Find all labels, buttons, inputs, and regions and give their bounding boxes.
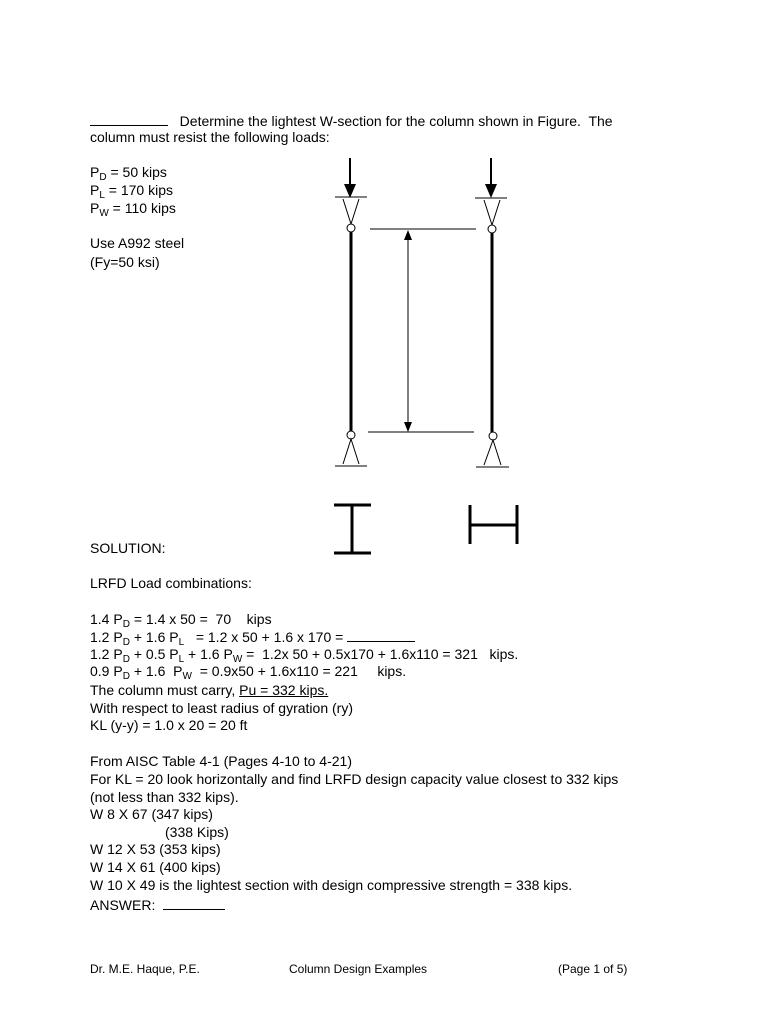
option-2: (338 Kips) [165, 824, 229, 840]
lightest-line: W 10 X 49 is the lightest section with design compressive strength = 338 kips. [90, 877, 573, 893]
load-pd: $P_D = 50$ kips [90, 164, 167, 183]
combo-3: 1.2 $P_D + 0.5$ $P_L + 1.6$ $P_W = 1.2x$ 50 + 0.5x170 + 1.6x110 = 321 kips. [90, 646, 519, 665]
aisc-line: From AISC Table 4-1 (Pages 4-10 to 4-21) [90, 753, 352, 769]
load-pl: $P_L = 170$ kips [90, 182, 174, 201]
steel-fy: (Fy=50 ksi) [90, 254, 160, 270]
footer-title: Column Design Examples [289, 962, 428, 976]
right-column [475, 158, 509, 467]
option-1: W 8 X 67 (347 kips) [90, 806, 213, 822]
kl-line: KL (y-y) = 1.0 x 20 = 20 ft [90, 717, 248, 733]
option-3: W 12 X 53 (353 kips) [90, 841, 221, 857]
combo-1: 1.4 $P_D = 1.4$ x 50 = 70 kips [90, 611, 272, 630]
lrfd-heading: LRFD Load combinations: [90, 575, 252, 591]
left-column [335, 158, 367, 466]
look-line-1: For KL = 20 look horizontally and find LRFD design capacity value closest to 332 kips [90, 771, 619, 787]
load-pw: $P_W = 110$ kips [90, 200, 176, 219]
intro-text: Determine the lightest W-section for the column shown in Figure. The [179, 113, 613, 129]
option-4: W 14 X 61 (400 kips) [90, 859, 221, 875]
carry-line: The column must carry, Pu = 332 kips. [90, 682, 329, 698]
blank-line [347, 628, 415, 642]
intro-line-2: column must resist the following loads: [90, 129, 330, 145]
i-section-symbol [334, 505, 371, 553]
gyration-line: With respect to least radius of gyration (ry) [90, 700, 353, 716]
h-section-symbol [470, 505, 517, 544]
look-line-2: (not less than 332 kips). [90, 789, 239, 805]
combo-4: 0.9 $P_D + 1.6$ $P_W = 0.9x50 + 1.6x110 = 221$ kips. [90, 663, 407, 682]
footer-page: (Page 1 of 5) [558, 962, 628, 976]
carry-value: Pu = 332 kips. [239, 682, 329, 698]
answer-blank [163, 896, 225, 910]
answer-line: ANSWER: [90, 896, 225, 914]
footer-author: Dr. M.E. Haque, P.E. [90, 962, 200, 976]
solution-heading: SOLUTION: [90, 540, 166, 556]
length-dimension [368, 229, 476, 432]
combo-2: 1.2 $P_D + 1.6$ $P_L = 1.2$ x 50 + 1.6 x 170 = [90, 628, 415, 646]
steel-type: Use A992 steel [90, 235, 185, 251]
